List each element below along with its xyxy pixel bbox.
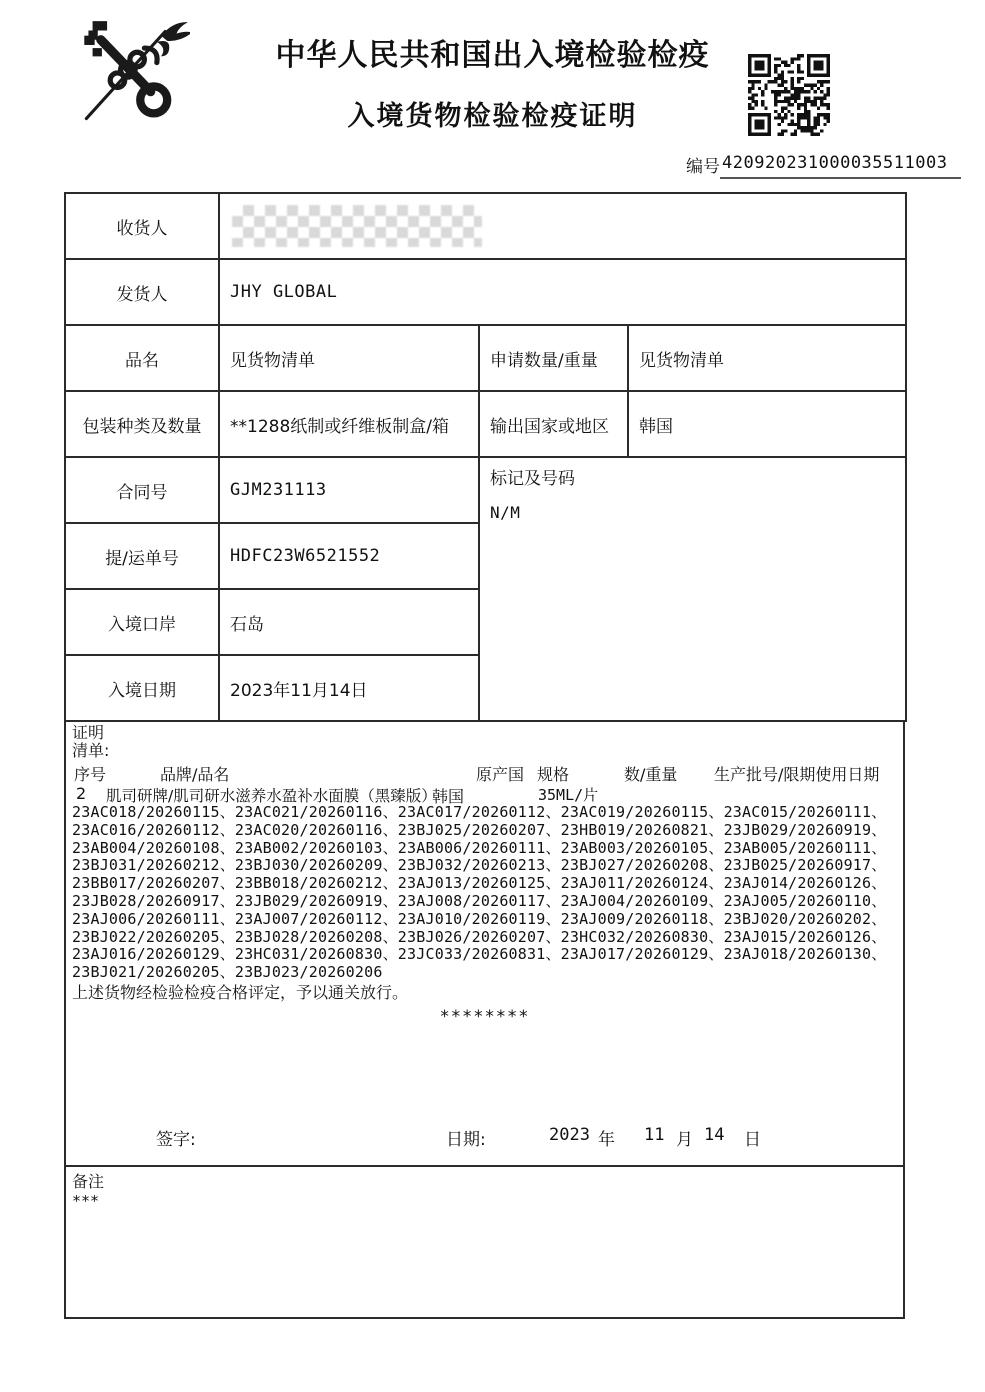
date-year-unit: 年 [598,1130,615,1150]
censored-consignee-value [232,205,482,247]
marks-cell [479,457,906,721]
entry-date-value: 2023年11月14日 [219,655,479,721]
signature-date-row [66,1125,903,1149]
col-spec: 规格 [537,765,570,784]
date-year: 2023 [549,1125,590,1145]
col-seq: 序号 [74,765,107,784]
product-label: 品名 [65,325,219,391]
marks-value: N/M [490,503,521,522]
product-value: 见货物清单 [219,325,479,391]
batch-line: 23BB017/20260207、23BB018/20260212、23AJ013/20260125、23AJ011/20260124、23AJ014/20260126、 [72,874,887,893]
remarks-label: 备注 [72,1172,105,1191]
entry-date-label: 入境日期 [65,655,219,721]
packing-label: 包装种类及数量 [65,391,219,457]
list-item-row [72,782,897,804]
certificate-section-label: 证明 [72,723,105,742]
col-origin: 原产国 [476,765,525,784]
form-table [64,192,907,722]
date-month-unit: 月 [676,1130,693,1150]
export-country-label: 输出国家或地区 [479,391,628,457]
consignee-value-cell [219,193,906,259]
batch-number-list [72,804,897,982]
shipper-label: 发货人 [65,259,219,325]
item-origin: 韩国 [432,787,465,806]
batch-line: 23BJ022/20260205、23BJ028/20260208、23BJ026/20260207、23HC032/20260830、23AJ015/20260126、 [72,927,887,946]
signature-label: 签字: [156,1130,196,1150]
batch-line: 23AC016/20260112、23AC020/20260116、23BJ025/20260207、23HB019/20260821、23JB029/20260919、 [72,820,887,839]
batch-line: 23AB004/20260108、23AB002/20260103、23AB006/20260111、23AB003/20260105、23AB005/20260111、 [72,838,887,857]
date-label: 日期: [446,1130,486,1150]
row-shipper [65,259,906,325]
row-product [65,325,906,391]
col-qty: 数/重量 [624,765,678,784]
item-seq: 2 [76,784,87,803]
shipper-value: JHY GLOBAL [219,259,906,325]
packing-value: **1288纸制或纤维板制盒/箱 [219,391,479,457]
item-spec: 35ML/片 [538,786,599,804]
date-day-unit: 日 [744,1130,761,1150]
certificate-number-value: 420920231000035511003 [720,153,961,179]
batch-line: 23AJ016/20260129、23HC031/20260830、23JC033/20260831、23AJ017/20260129、23AJ018/20260130、 [72,945,887,964]
consignee-label: 收货人 [65,193,219,259]
bl-number-value: HDFC23W6521552 [219,523,479,589]
qr-code-icon [748,54,830,136]
date-month: 11 [644,1125,665,1145]
entry-port-label: 入境口岸 [65,589,219,655]
qty-label: 申请数量/重量 [479,325,628,391]
conclusion-statement: 上述货物经检验检疫合格评定，予以通关放行。 [72,982,409,1002]
contract-label: 合同号 [65,457,219,523]
list-column-headers [72,760,897,782]
document-title-line1: 中华人民共和国出入境检验检疫 [275,38,710,73]
batch-line: 23BJ021/20260205、23BJ023/20260206 [72,963,383,982]
col-brand: 品牌/品名 [160,765,230,784]
item-brand: 肌司研牌/肌司研水滋养水盈补水面膜（黑臻版） [106,787,437,805]
entry-port-value: 石岛 [219,589,479,655]
remarks-value: *** [72,1192,100,1210]
marks-label: 标记及号码 [490,469,575,489]
export-country-value: 韩国 [628,391,906,457]
remarks-section [64,1165,905,1319]
document-title-line2: 入境货物检验检疫证明 [347,101,638,132]
date-day: 14 [704,1125,725,1145]
batch-line: 23BJ031/20260212、23BJ030/20260209、23BJ032/20260213、23BJ027/20260208、23JB025/20260917、 [72,856,887,875]
row-contract [65,457,906,523]
certificate-section [64,720,905,1167]
contract-value: GJM231113 [219,457,479,523]
list-label: 清单: [72,741,110,760]
batch-line: 23AC018/20260115、23AC021/20260116、23AC017/20260112、23AC019/20260115、23AC015/20260111、 [72,803,887,821]
certificate-number [686,152,961,179]
certificate-number-label: 编号 [686,157,720,177]
col-batch: 生产批号/限期使用日期 [714,765,880,784]
batch-line: 23AJ006/20260111、23AJ007/20260112、23AJ010/20260119、23AJ009/20260118、23BJ020/20260202、 [72,909,887,928]
batch-line: 23JB028/20260917、23JB029/20260919、23AJ008/20260117、23AJ004/20260109、23AJ005/20260110、 [72,891,887,910]
row-packing [65,391,906,457]
row-consignee [65,193,906,259]
qty-value: 见货物清单 [628,325,906,391]
stars-separator: ******** [439,1006,530,1027]
bl-number-label: 提/运单号 [65,523,219,589]
